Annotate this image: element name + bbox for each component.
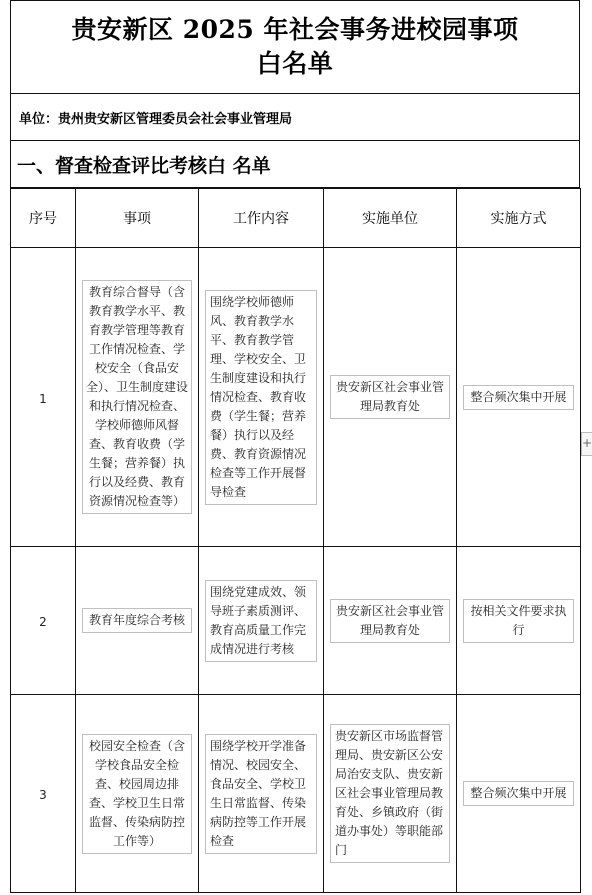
title-line-2: 白名单 bbox=[256, 49, 334, 78]
method-cell: 按相关文件要求执行 bbox=[463, 599, 574, 643]
section-heading: 一、督查检查评比考核白 名单 bbox=[10, 141, 580, 188]
item-cell: 教育年度综合考核 bbox=[82, 608, 192, 633]
title-line-1: 贵安新区 2025 年社会事务进校园事项 bbox=[71, 15, 519, 44]
header-unit: 实施单位 bbox=[324, 189, 457, 248]
table-row bbox=[11, 248, 581, 547]
document-page bbox=[10, 0, 580, 895]
unit-line: 单位：贵州贵安新区管理委员会社会事业管理局 bbox=[10, 94, 580, 141]
row-number: 1 bbox=[39, 391, 47, 406]
header-item: 事项 bbox=[76, 189, 199, 248]
unit-cell: 贵安新区社会事业管理局教育处 bbox=[330, 599, 450, 643]
row-number: 2 bbox=[39, 615, 47, 629]
item-cell: 教育综合督导（含教育教学水平、教育教学管理等教育工作情况检查、学校安全（食品安全）、卫生制度建设和执行情况检查、学校师德师风督查、教育收费（学生餐；营养餐）执行以及经费、教育资源情况检查等） bbox=[82, 280, 192, 514]
side-expand-tab[interactable]: + bbox=[581, 432, 592, 456]
header-no: 序号 bbox=[11, 189, 76, 248]
document-title bbox=[10, 0, 580, 94]
item-cell: 校园安全检查（含学校食品安全检查、校园周边排查、学校卫生日常监督、传染病防控工作等） bbox=[82, 734, 192, 854]
row-number: 3 bbox=[39, 788, 47, 802]
header-content: 工作内容 bbox=[199, 189, 324, 248]
content-cell: 围绕党建成效、领导班子素质测评、教育高质量工作完成情况进行考核 bbox=[205, 580, 317, 662]
table-header-row bbox=[11, 189, 581, 248]
whitelist-table bbox=[10, 188, 581, 893]
table-row bbox=[11, 547, 581, 695]
content-cell: 围绕学校开学准备情况、校园安全、食品安全、学校卫生日常监督、传染病防控等工作开展检查 bbox=[205, 734, 317, 854]
method-cell: 整合频次集中开展 bbox=[463, 781, 574, 806]
unit-cell: 贵安新区市场监督管理局、贵安新区公安局治安支队、贵安新区社会事业管理局教育处、乡镇政府（街道办事处）等职能部门 bbox=[330, 724, 450, 863]
table-row bbox=[11, 695, 581, 893]
method-cell: 整合频次集中开展 bbox=[463, 385, 574, 410]
content-cell: 围绕学校师德师风、教育教学水平、教育教学管理、学校安全、卫生制度建设和执行情况检查、教育收费（学生餐；营养餐）执行以及经费、教育资源情况检查等工作开展督导检查 bbox=[205, 290, 317, 505]
header-method: 实施方式 bbox=[457, 189, 581, 248]
unit-cell: 贵安新区社会事业管理局教育处 bbox=[330, 375, 450, 419]
